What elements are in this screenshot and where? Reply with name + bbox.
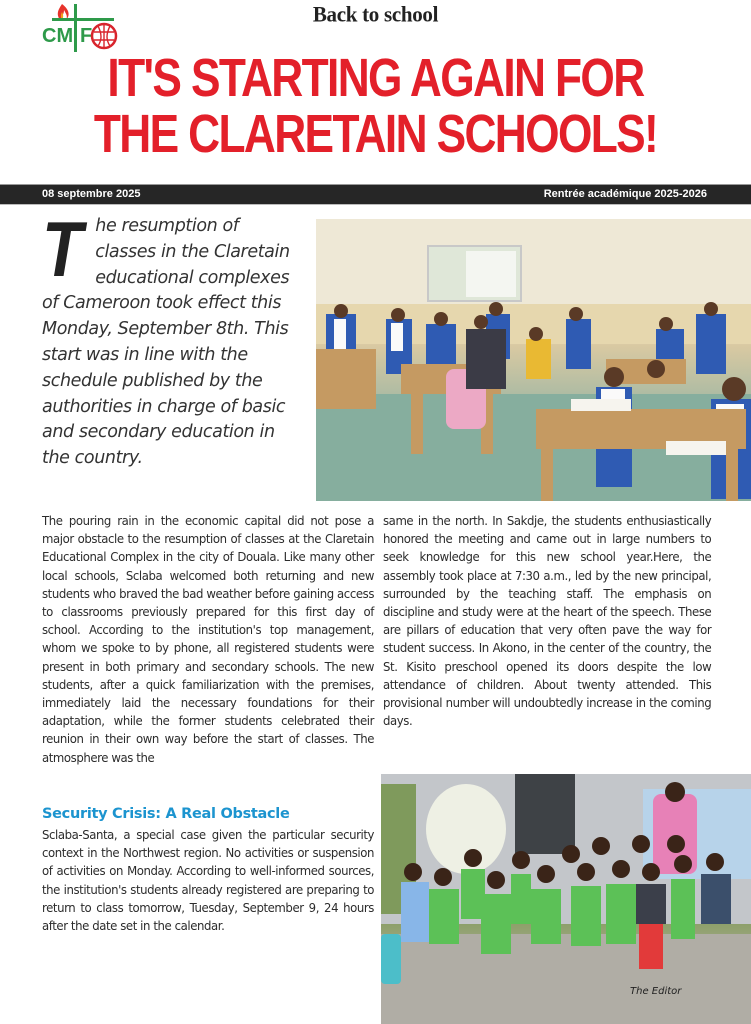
date-band [0,184,751,205]
publication-date: 08 septembre 2025 [42,188,141,200]
svg-text:CM: CM [42,25,74,47]
article-column-3: Sclaba-Santa, a special case given the particular security context in the Northwest region. No activities or suspension of activities on Monday. According to well-informed sources, the institution's students already registered are preparing to return to class tomorrow, Tuesday, September 9, 24 hours after the date set in the calendar. [42,827,375,934]
preschool-photo [381,774,751,1024]
headline-line-2: THE CLARETAIN SCHOOLS! [93,104,658,164]
headline [68,50,684,162]
photo-credit: The Editor [630,986,682,997]
headline-line-1: IT'S STARTING AGAIN FOR [107,48,644,108]
article-column-2: same in the north. In Sakdje, the students enthusiastically honored the meeting and came out in large numbers to seek knowledge for this new school year.Here, the assembly took place at 7:30 a.m., led by the new principal, surrounded by the teaching staff. The emphasis on discipline and study were at the heart of the speech. These are pillars of education that very often pave the way for student success. In Akono, in the center of the country, the St. Kisito preschool opened its doors despite the low attendance of children. About twenty attended. This provisional number will undoubtedly increase in the coming days. [383,513,712,729]
article-column-1: The pouring rain in the economic capital did not pose a major obstacle to the resumption of classes at the Claretain Educational Complex in the city of Douala. Like many other local schools, Sclaba welcomed both returning and new students who braved the bad weather before gaining access to classrooms previously prepared for this first day of school. According to the institution's top management, whom we spoke to by phone, all registered students were present in both primary and secondary schools. The new students, after a quick familiarization with the premises, immediately laid the necessary foundations for their adaptation, while the former students celebrated their reunion in their own way before the start of classes. The atmosphere was the [42,513,375,765]
classroom-photo-illustration [316,219,751,501]
classroom-photo [316,219,751,501]
drop-cap: T [42,205,83,293]
section-kicker: Back to school [312,1,439,27]
lede-text: he resumption of classes in the Claretain educational complexes of Cameroon took effect this Monday, September 8th. This start was in line with the schedule published by the authorities in charge of basic and secondary education in the country. [42,216,290,469]
lede-paragraph [42,205,304,472]
section-label: Rentrée académique 2025-2026 [543,188,707,200]
subheading: Security Crisis: A Real Obstacle [42,806,290,822]
preschool-photo-illustration [381,774,751,1024]
svg-text:F: F [80,25,93,47]
